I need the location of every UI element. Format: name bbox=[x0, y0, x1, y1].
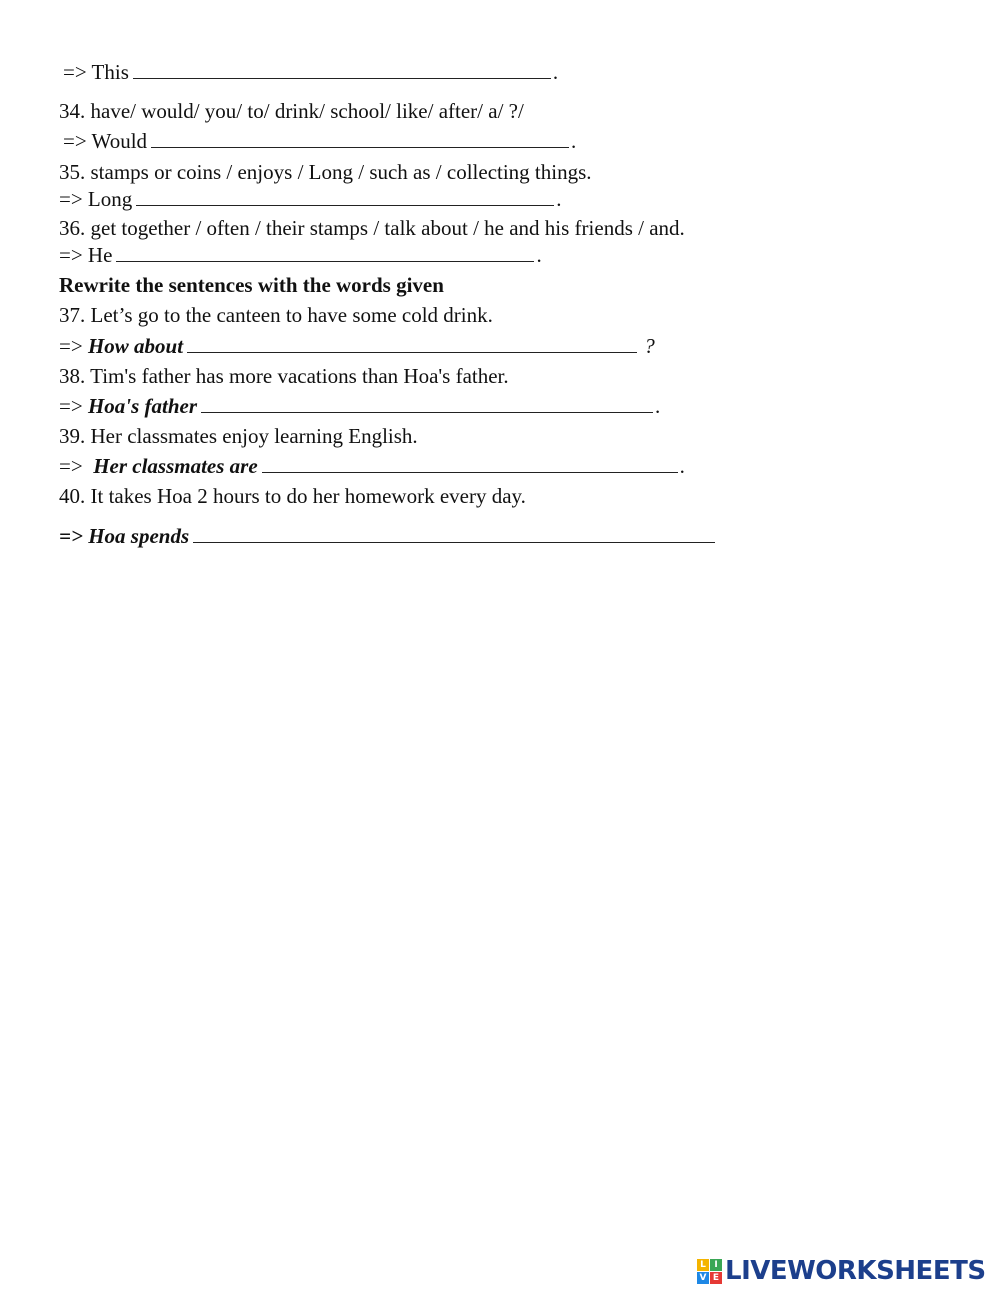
answer-end: . bbox=[536, 243, 542, 267]
answer-blank-36[interactable] bbox=[116, 245, 534, 262]
question-40: 40. It takes Hoa 2 hours to do her homework every day. bbox=[59, 484, 526, 508]
answer-line-35 bbox=[59, 187, 562, 211]
answer-line-39 bbox=[59, 454, 685, 478]
answer-line-34 bbox=[63, 129, 576, 153]
answer-end: ? bbox=[644, 334, 655, 358]
answer-end: . bbox=[552, 60, 559, 84]
answer-prefix: => This bbox=[63, 60, 129, 84]
answer-arrow: => bbox=[59, 524, 83, 548]
answer-end: . bbox=[679, 454, 685, 478]
question-38: 38. Tim's father has more vacations than Hoa's father. bbox=[59, 364, 509, 388]
answer-cue: Hoa's father bbox=[87, 394, 198, 418]
answer-line-37 bbox=[59, 334, 655, 358]
answer-cue: Hoa spends bbox=[88, 524, 190, 548]
answer-blank-35[interactable] bbox=[136, 189, 554, 206]
section-heading: Rewrite the sentences with the words given bbox=[59, 273, 444, 297]
answer-cue: Her classmates are bbox=[93, 454, 258, 478]
answer-line-38 bbox=[59, 394, 660, 418]
question-35: 35. stamps or coins / enjoys / Long / such as / collecting things. bbox=[59, 160, 592, 184]
question-36: 36. get together / often / their stamps / talk about / he and his friends / and. bbox=[59, 216, 685, 240]
answer-cue: How about bbox=[87, 334, 184, 358]
logo-block-e: E bbox=[710, 1272, 722, 1284]
answer-blank-33[interactable] bbox=[133, 62, 551, 79]
answer-blank-34[interactable] bbox=[151, 131, 569, 148]
answer-end: . bbox=[556, 187, 562, 211]
logo-block-i: I bbox=[710, 1259, 722, 1271]
answer-arrow: => bbox=[59, 454, 83, 478]
answer-blank-38[interactable] bbox=[201, 396, 653, 413]
answer-prefix: => Would bbox=[63, 129, 148, 153]
answer-blank-37[interactable] bbox=[187, 336, 637, 353]
answer-prefix: => Long bbox=[59, 187, 133, 211]
logo-text: LIVEWORKSHEETS bbox=[725, 1256, 986, 1286]
answer-line-40 bbox=[59, 524, 717, 548]
answer-arrow: => bbox=[59, 334, 83, 358]
answer-end: . bbox=[655, 394, 661, 418]
answer-line-36 bbox=[59, 243, 542, 267]
answer-blank-40[interactable] bbox=[193, 526, 715, 543]
answer-line-33 bbox=[63, 60, 558, 84]
answer-end: . bbox=[571, 129, 577, 153]
logo-block-l: L bbox=[697, 1259, 709, 1271]
question-37: 37. Let’s go to the canteen to have some cold drink. bbox=[59, 303, 493, 327]
question-39: 39. Her classmates enjoy learning English. bbox=[59, 424, 418, 448]
liveworksheets-logo bbox=[697, 1256, 986, 1286]
logo-mark-icon bbox=[697, 1259, 722, 1284]
answer-blank-39[interactable] bbox=[262, 456, 678, 473]
answer-prefix: => He bbox=[59, 243, 113, 267]
logo-block-v: V bbox=[697, 1272, 709, 1284]
question-34: 34. have/ would/ you/ to/ drink/ school/ like/ after/ a/ ?/ bbox=[59, 99, 524, 123]
answer-arrow: => bbox=[59, 394, 83, 418]
